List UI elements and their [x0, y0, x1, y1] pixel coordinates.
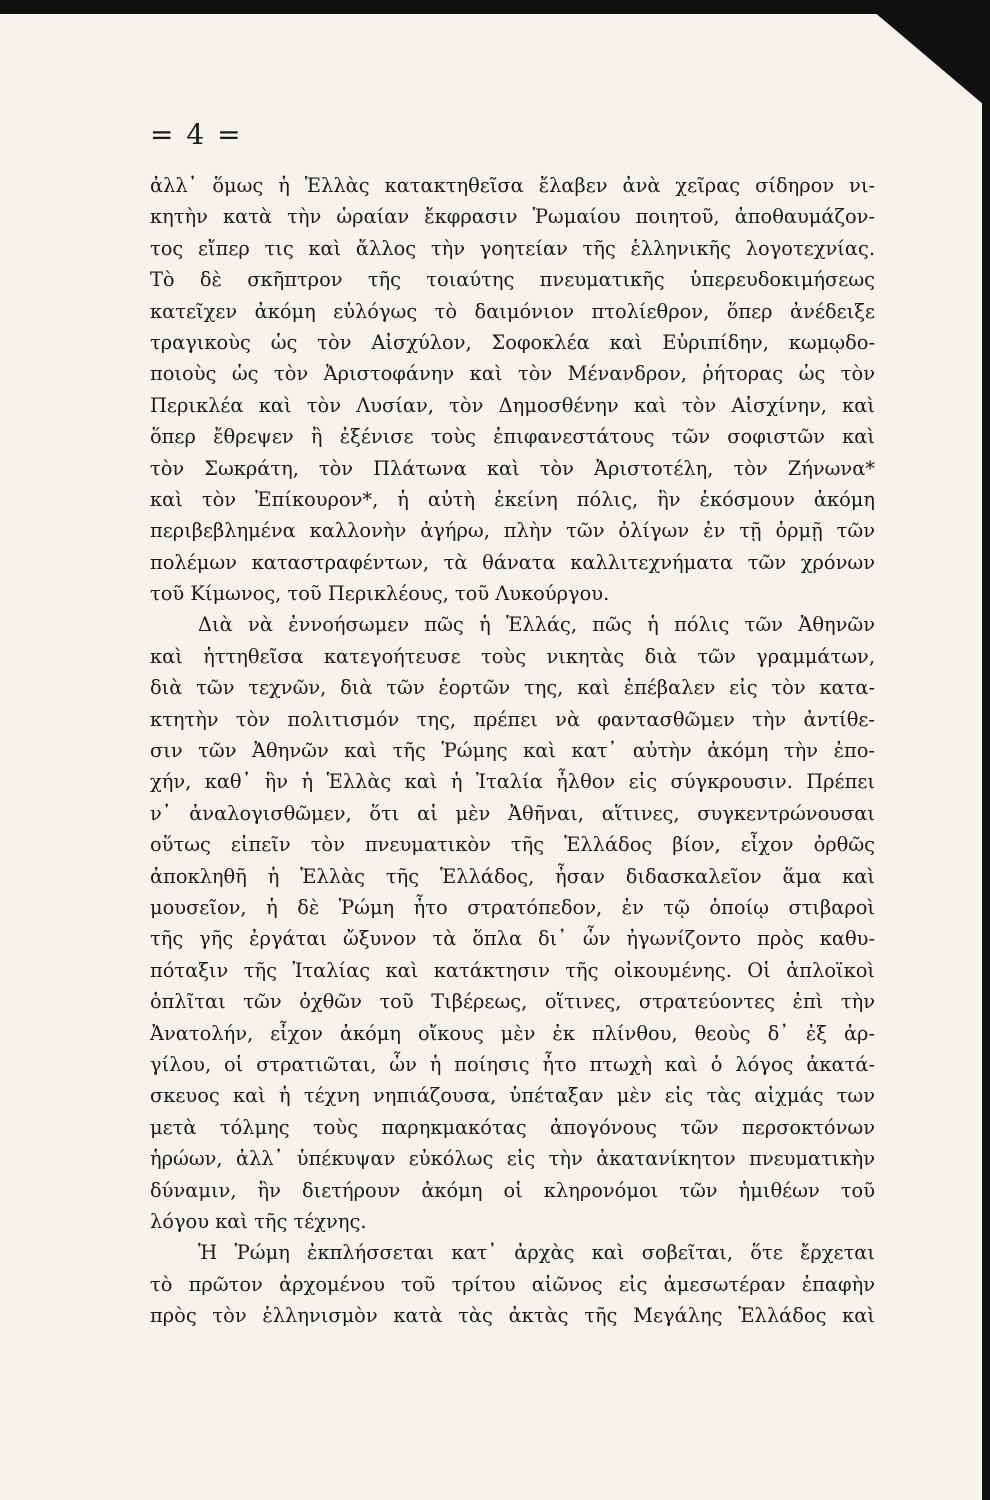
text-line: τῆς γῆς ἐργάται ὤξυνον τὰ ὅπλα δι᾽ ὧν ἠγωνίζοντο πρὸς καθυ- — [150, 927, 875, 951]
text-line: ὁπλῖται τῶν ὀχθῶν τοῦ Τιβέρεως, οἵτινες, στρατεύοντες ἐπὶ τὴν — [150, 990, 875, 1014]
text-line: περιβεβλημένα καλλονὴν ἀγήρω, πλὴν τῶν ὀλίγων ἐν τῇ ὁρμῇ τῶν — [150, 519, 875, 543]
text-line: χήν, καθ᾽ ἣν ἡ Ἑλλὰς καὶ ἡ Ἰταλία ἦλθον εἰς σύγκρουσιν. Πρέπει — [150, 770, 875, 794]
scan-top-border — [0, 0, 990, 14]
text-line: Τὸ δὲ σκῆπτρον τῆς τοιαύτης πνευματικῆς ὑπερευδοκιμήσεως — [150, 268, 875, 292]
text-line: σιν τῶν Ἀθηνῶν καὶ τῆς Ῥώμης καὶ κατ᾽ αὐτὴν ἀκόμη τὴν ἐπο- — [150, 739, 875, 763]
text-line: δύναμιν, ἣν διετήρουν ἀκόμη οἱ κληρονόμοι τῶν ἡμιθέων τοῦ — [150, 1178, 875, 1202]
text-line: καὶ ἡττηθεῖσα κατεγοήτευσε τοὺς νικητὰς διὰ τῶν γραμμάτων, — [150, 644, 875, 668]
text-line: κατεῖχεν ἀκόμη εὐλόγως τὸ δαιμόνιον πτολίεθρον, ὅπερ ἀνέδειξε — [150, 299, 875, 323]
text-line: ἀλλ᾽ ὅμως ἡ Ἑλλὰς κατακτηθεῖσα ἔλαβεν ἀνὰ χεῖρας σίδηρον νι- — [150, 174, 875, 197]
text-line: ἀποκληθῆ ἡ Ἑλλὰς τῆς Ἑλλάδος, ἦσαν διδασκαλεῖον ἅμα καὶ — [150, 864, 875, 888]
body-text — [150, 170, 875, 1331]
text-line: πολέμων καταστραφέντων, τὰ θάνατα καλλιτεχνήματα τῶν χρόνων — [150, 550, 875, 574]
text-line: Διὰ νὰ ἐννοήσωμεν πῶς ἡ Ἑλλάς, πῶς ἡ πόλις τῶν Ἀθηνῶν — [198, 613, 875, 637]
text-line: πρὸς τὸν ἑλληνισμὸν κατὰ τὰς ἀκτὰς τῆς Μεγάλης Ἑλλάδος καὶ — [150, 1304, 875, 1328]
text-line: Ἡ Ῥώμη ἐκπλήσσεται κατ᾽ ἀρχὰς καὶ σοβεῖται, ὅτε ἔρχεται — [198, 1241, 875, 1265]
text-line: Περικλέα καὶ τὸν Λυσίαν, τὸν Δημοσθένην καὶ τὸν Αἰσχίνην, καὶ — [150, 393, 875, 417]
text-line: λόγου καὶ τῆς τέχνης. — [150, 1209, 367, 1233]
text-line: οὕτως εἰπεῖν τὸν πνευματικὸν τῆς Ἑλλάδος βίον, εἶχον ὀρθῶς — [150, 833, 875, 857]
page-number: = 4 = — [150, 118, 243, 151]
text-line: τοῦ Κίμωνος, τοῦ Περικλέους, τοῦ Λυκούργου. — [150, 582, 610, 606]
text-line: μουσεῖον, ἡ δὲ Ῥώμη ἦτο στρατόπεδον, ἐν τῷ ὁποίῳ στιβαροὶ — [150, 895, 875, 919]
text-line: τος εἴπερ τις καὶ ἄλλος τὴν γοητείαν τῆς ἑλληνικῆς λογοτεχνίας. — [150, 236, 875, 260]
text-line: τὸν Σωκράτη, τὸν Πλάτωνα καὶ τὸν Ἀριστοτέλη, τὸν Ζήνωνα* — [150, 456, 875, 480]
text-line: σκευος καὶ ἡ τέχνη νηπιάζουσα, ὑπέταξαν μὲν εἰς τὰς αἰχμάς των — [150, 1084, 875, 1108]
scan-right-border — [982, 0, 990, 1500]
text-line: τὸ πρῶτον ἀρχομένου τοῦ τρίτου αἰῶνος εἰς ἀμεσωτέραν ἐπαφὴν — [150, 1272, 875, 1296]
text-line: γίλου, οἱ στρατιῶται, ὧν ἡ ποίησις ἦτο πτωχὴ καὶ ὁ λόγος ἀκατά- — [150, 1052, 875, 1076]
text-line: ἡρώων, ἀλλ᾽ ὑπέκυψαν εὐκόλως εἰς τὴν ἀκατανίκητον πνευματικὴν — [150, 1147, 875, 1171]
text-line: κητὴν κατὰ τὴν ὡραίαν ἔκφρασιν Ῥωμαίου ποιητοῦ, ἀποθαυμάζον- — [150, 205, 875, 229]
text-line: τραγικοὺς ὡς τὸν Αἰσχύλον, Σοφοκλέα καὶ Εὐριπίδην, κωμῳδο- — [150, 330, 875, 354]
text-line: Ἀνατολήν, εἶχον ἀκόμη οἴκους μὲν ἐκ πλίνθου, θεοὺς δ᾽ ἐξ ἀρ- — [150, 1021, 875, 1045]
text-line: ὅπερ ἔθρεψεν ἢ ἐξένισε τοὺς ἐπιφανεστάτους τῶν σοφιστῶν καὶ — [150, 425, 875, 449]
text-line: πόταξιν τῆς Ἰταλίας καὶ κατάκτησιν τῆς οἰκουμένης. Οἱ ἁπλοϊκοὶ — [150, 958, 875, 982]
torn-corner — [860, 0, 990, 110]
text-line: ποιοὺς ὡς τὸν Ἀριστοφάνην καὶ τὸν Μένανδρον, ῥήτορας ὡς τὸν — [150, 362, 875, 386]
text-line: μετὰ τόλμης τοὺς παρηκμακότας ἀπογόνους τῶν περσοκτόνων — [150, 1115, 875, 1139]
text-line: καὶ τὸν Ἐπίκουρον*, ἡ αὐτὴ ἐκείνη πόλις, ἣν ἐκόσμουν ἀκόμη — [150, 487, 875, 511]
text-line: διὰ τῶν τεχνῶν, διὰ τῶν ἑορτῶν της, καὶ ἐπέβαλεν εἰς τὸν κατα- — [150, 676, 875, 700]
text-line: κτητὴν τὸν πολιτισμόν της, πρέπει νὰ φαντασθῶμεν τὴν ἀντίθε- — [150, 707, 875, 731]
text-line: ν᾽ ἀναλογισθῶμεν, ὅτι αἱ μὲν Ἀθῆναι, αἵτινες, συγκεντρώνουσαι — [150, 801, 875, 825]
